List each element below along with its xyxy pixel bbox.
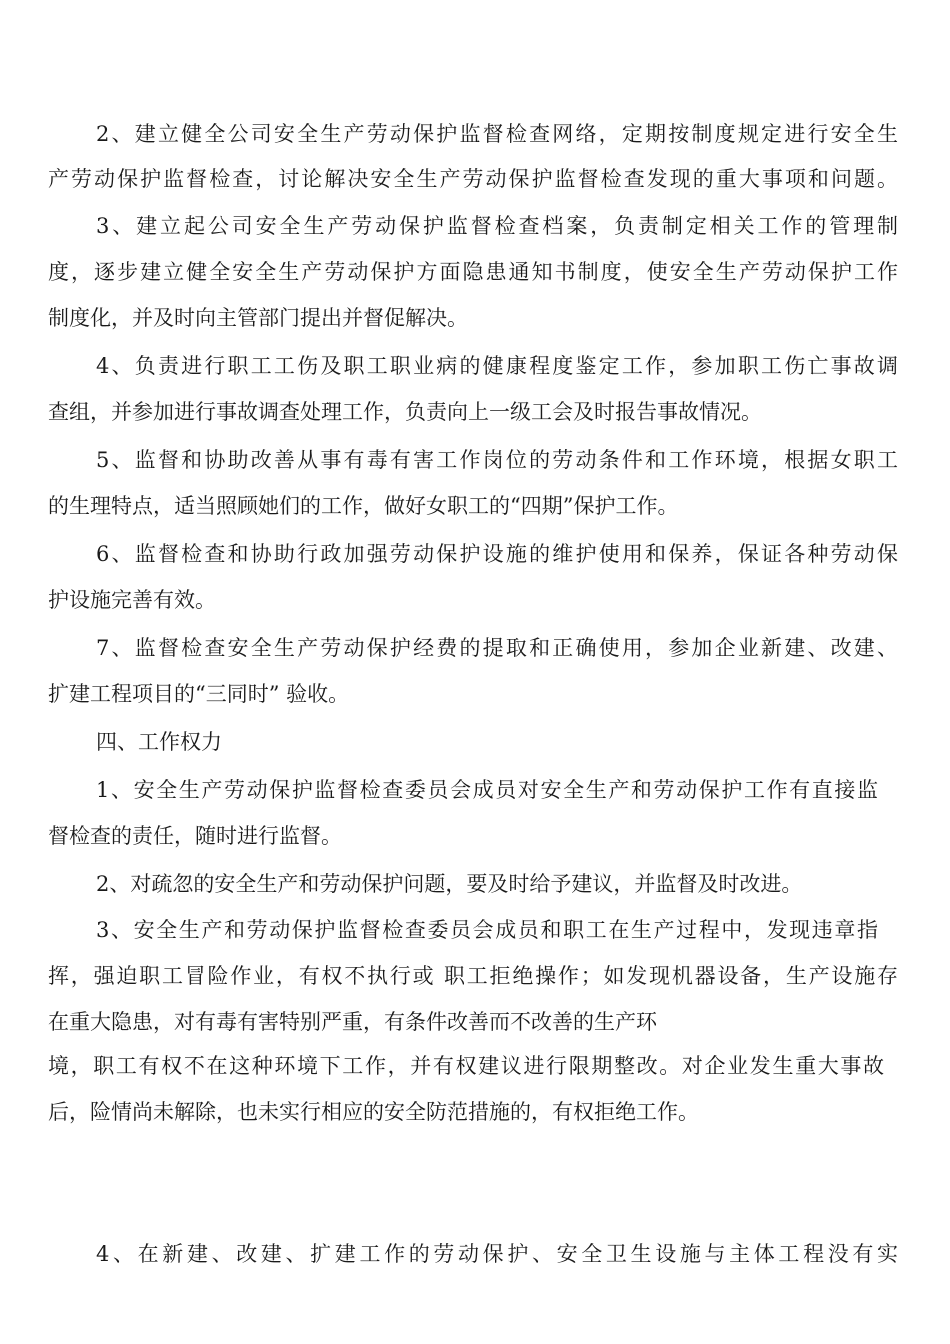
power-3-line-3: 在重大隐患，对有毒有害特别严重，有条件改善而不改善的生产环 (48, 1010, 657, 1034)
paragraph-7-line-1: 7、监督检查安全生产劳动保护经费的提取和正确使用，参加企业新建、改建、 (96, 636, 898, 660)
paragraph-3-line-2: 度，逐步建立健全安全生产劳动保护方面隐患通知书制度，使安全生产劳动保护工作 (48, 260, 898, 284)
power-1-line-1: 1、安全生产劳动保护监督检查委员会成员对安全生产和劳动保护工作有直接监 (96, 778, 878, 802)
power-3-line-5: 后，险情尚未解除，也未实行相应的安全防范措施的，有权拒绝工作。 (48, 1100, 699, 1124)
paragraph-6-line-2: 护设施完善有效。 (48, 588, 216, 612)
paragraph-5-line-1: 5、监督和协助改善从事有毒有害工作岗位的劳动条件和工作环境，根据女职工 (96, 448, 898, 472)
power-3-line-2: 挥，强迫职工冒险作业，有权不执行或 职工拒绝操作；如发现机器设备，生产设施存 (48, 964, 898, 988)
paragraph-5-line-2: 的生理特点，适当照顾她们的工作，做好女职工的“四期”保护工作。 (48, 494, 679, 518)
paragraph-2-line-1: 2、建立健全公司安全生产劳动保护监督检查网络，定期按制度规定进行安全生 (96, 122, 898, 146)
power-1-line-2: 督检查的责任，随时进行监督。 (48, 824, 342, 848)
power-4-line-1: 4、在新建、改建、扩建工作的劳动保护、安全卫生设施与主体工程没有实 (96, 1242, 898, 1266)
paragraph-6-line-1: 6、监督检查和协助行政加强劳动保护设施的维护使用和保养，保证各种劳动保 (96, 542, 898, 566)
paragraph-3-line-1: 3、建立起公司安全生产劳动保护监督检查档案，负责制定相关工作的管理制 (96, 214, 898, 238)
paragraph-4-line-2: 查组，并参加进行事故调查处理工作，负责向上一级工会及时报告事故情况。 (48, 400, 762, 424)
paragraph-4-line-1: 4、负责进行职工工伤及职工职业病的健康程度鉴定工作，参加职工伤亡事故调 (96, 354, 898, 378)
power-3-line-1: 3、安全生产和劳动保护监督检查委员会成员和职工在生产过程中，发现违章指 (96, 918, 878, 942)
paragraph-3-line-3: 制度化，并及时向主管部门提出并督促解决。 (48, 306, 468, 330)
power-2-line-1: 2、对疏忽的安全生产和劳动保护问题，要及时给予建议，并监督及时改进。 (96, 872, 803, 896)
power-3-line-4: 境，职工有权不在这种环境下工作，并有权建议进行限期整改。对企业发生重大事故 (48, 1054, 884, 1078)
paragraph-7-line-2: 扩建工程项目的“三同时” 验收。 (48, 682, 350, 706)
paragraph-2-line-2: 产劳动保护监督检查，讨论解决安全生产劳动保护监督检查发现的重大事项和问题。 (48, 167, 898, 191)
section-heading: 四、工作权力 (96, 730, 222, 754)
